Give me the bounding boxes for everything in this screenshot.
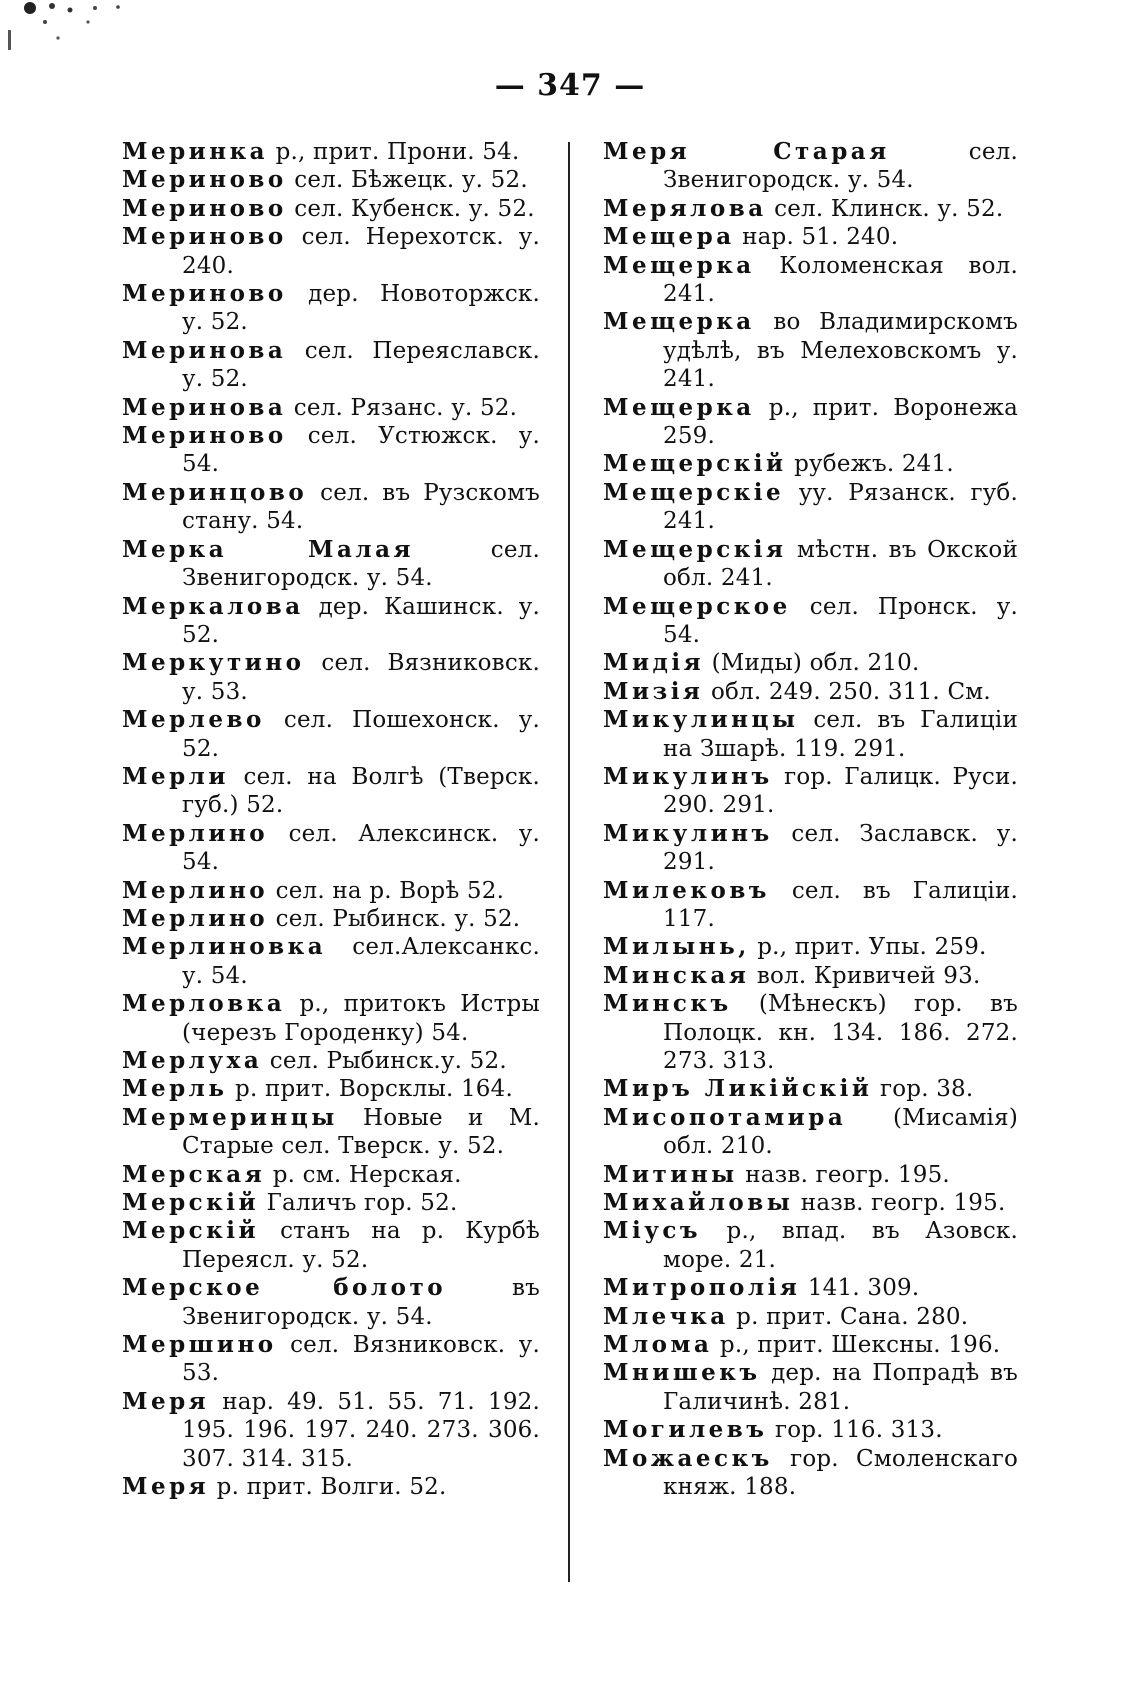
entry-text: р., прит. Упы. 259.: [749, 934, 987, 961]
index-entry: [122, 1274, 540, 1331]
index-entry: [603, 450, 1018, 478]
entry-text: сел. Алексинск. у. 54.: [182, 820, 540, 876]
index-entry: [122, 905, 540, 933]
entry-text: р. см. Нерская.: [265, 1161, 462, 1188]
index-entry: [122, 649, 540, 706]
entry-headword: Мещерка: [603, 308, 755, 336]
entry-text: сел. Заславск. у. 291.: [663, 820, 1018, 876]
index-entry: [603, 820, 1018, 877]
index-entry: [603, 1104, 1018, 1161]
index-entry: [122, 1161, 540, 1189]
entry-headword: Мерлино: [122, 876, 269, 904]
entry-headword: Мершино: [122, 1331, 277, 1359]
index-entry: [122, 763, 540, 820]
entry-headword: Мерлино: [122, 819, 269, 847]
index-entry: [603, 479, 1018, 536]
entry-text: назв. геогр. 195.: [793, 1190, 1006, 1217]
index-entry: [603, 1359, 1018, 1416]
index-entry: [603, 649, 1018, 677]
entry-text: мѣстн. въ Окской обл. 241.: [663, 536, 1018, 592]
entry-text: нар. 49. 51. 55. 71. 192. 195. 196. 197. 240. 273. 306. 307. 314. 315.: [182, 1388, 540, 1472]
index-entry: [122, 1331, 540, 1388]
entry-headword: Мисопотамира: [603, 1103, 847, 1131]
index-entry: [603, 933, 1018, 961]
index-entry: [122, 706, 540, 763]
entry-headword: Мерка Малая: [122, 535, 414, 563]
index-entry: [603, 195, 1018, 223]
entry-text: р., прит. Прони. 54.: [268, 139, 520, 165]
entry-headword: Могилевъ: [603, 1416, 768, 1444]
entry-text: обл. 249. 250. 311. См.: [703, 678, 991, 705]
index-entry: [122, 394, 540, 422]
entry-text: р. прит. Сана. 280.: [728, 1303, 969, 1330]
column-divider: [568, 142, 570, 1582]
entry-headword: Мещера: [603, 223, 735, 251]
entry-headword: Милынь,: [603, 933, 750, 961]
index-entry: [122, 195, 540, 223]
entry-text: назв. геогр. 195.: [737, 1161, 950, 1188]
entry-text: во Владимирскомъ удѣлѣ, въ Мелеховскомъ у. 241.: [663, 309, 1018, 393]
entry-text: р., впад. въ Азовск. море. 21.: [663, 1218, 1018, 1273]
index-entry: [122, 820, 540, 877]
entry-text: Коломенская вол. 241.: [663, 252, 1018, 308]
entry-text: Новые и М. Старые сел. Тверск. у. 52.: [182, 1104, 540, 1160]
entry-headword: Мещерскія: [603, 535, 787, 563]
entry-text: гор. Галицк. Руси. 290. 291.: [663, 763, 1018, 819]
entry-headword: Мерли: [122, 762, 229, 790]
index-entry: [122, 990, 540, 1047]
entry-text: сел. Клинск. у. 52.: [766, 195, 1004, 222]
entry-text: сел. Рязанс. у. 52.: [286, 394, 518, 421]
entry-headword: Мещерка: [603, 251, 755, 279]
entry-text: (Мисамія) обл. 210.: [663, 1104, 1018, 1160]
entry-headword: Мериново: [122, 280, 287, 308]
entry-headword: Микулинъ: [603, 762, 773, 790]
entry-text: гор. 38.: [872, 1076, 974, 1103]
index-entry: [603, 1189, 1018, 1217]
entry-headword: Меря: [122, 1473, 210, 1501]
entry-headword: Митрополія: [603, 1274, 801, 1302]
entry-headword: Мизія: [603, 677, 704, 705]
index-entry: [603, 1161, 1018, 1189]
entry-text: сел. Пронск. у. 54.: [663, 593, 1018, 648]
entry-headword: Можаескъ: [603, 1444, 773, 1472]
entry-headword: Мерская: [122, 1160, 266, 1188]
index-entry: [603, 1416, 1018, 1444]
index-entry: [122, 280, 540, 337]
index-entry: [603, 308, 1018, 393]
index-entry: [603, 990, 1018, 1075]
entry-headword: Мерлино: [122, 904, 269, 932]
entry-headword: Меринова: [122, 336, 287, 364]
index-entry: [122, 1388, 540, 1473]
entry-text: сел. Кубенск. у. 52.: [286, 195, 535, 222]
entry-text: въ Звенигородск. у. 54.: [182, 1275, 541, 1330]
entry-headword: Мериново: [122, 166, 287, 194]
index-entry: [122, 1047, 540, 1075]
index-entry: [122, 1189, 540, 1217]
entry-headword: Мериново: [122, 422, 287, 450]
entry-headword: Микулинъ: [603, 819, 773, 847]
index-entry: [603, 223, 1018, 251]
entry-text: сел. Рыбинск. у. 52.: [268, 905, 521, 932]
index-entry: [122, 1075, 540, 1103]
entry-headword: Млечка: [603, 1302, 729, 1330]
index-entry: [603, 706, 1018, 763]
index-entry: [122, 536, 540, 593]
entry-text: сел. Звенигородск. у. 54.: [182, 536, 540, 592]
entry-text: сел.Алексанкс. у. 54.: [182, 934, 540, 989]
entry-headword: Мериново: [122, 194, 287, 222]
index-entry: [122, 1473, 540, 1501]
entry-headword: Микулинцы: [603, 706, 799, 734]
entry-headword: Меринова: [122, 393, 287, 421]
entry-text: сел. въ Галиціи на Зшарѣ. 119. 291.: [663, 707, 1018, 762]
entry-text: дер. Новоторжск. у. 52.: [182, 281, 540, 336]
entry-text: р., притокъ Истры (черезъ Городенку) 54.: [182, 991, 540, 1046]
entry-text: р., прит. Воронежа 259.: [663, 394, 1018, 450]
entry-text: нар. 51. 240.: [734, 224, 899, 251]
index-entry: [122, 166, 540, 194]
entry-headword: Меринка: [122, 138, 269, 165]
entry-headword: Миръ Ликійскій: [603, 1075, 873, 1103]
entry-headword: Мещерское: [603, 592, 791, 620]
entry-text: уу. Рязанск. губ. 241.: [663, 479, 1018, 535]
entry-text: сел. на р. Ворѣ 52.: [268, 877, 505, 904]
entry-headword: Минская: [603, 961, 750, 989]
index-entry: [122, 1104, 540, 1161]
entry-text: сел. Рыбинск.у. 52.: [262, 1048, 507, 1074]
index-entry: [603, 536, 1018, 593]
entry-text: сел. Переяславск. у. 52.: [182, 337, 540, 393]
entry-text: сел. Вязниковск. у. 53.: [182, 650, 540, 705]
entry-headword: Мерялова: [603, 194, 767, 222]
entry-headword: Меркалова: [122, 592, 304, 620]
entry-text: сел. въ Рузскомъ стану. 54.: [182, 479, 540, 535]
index-entry: [122, 138, 540, 166]
index-entry: [603, 877, 1018, 934]
entry-text: сел. Устюжск. у. 54.: [182, 423, 540, 478]
index-entry: [122, 337, 540, 394]
entry-text: (Миды) обл. 210.: [704, 650, 920, 677]
index-entry: [603, 1331, 1018, 1359]
entry-text: р. прит. Волги. 52.: [209, 1474, 447, 1501]
entry-text: гор. 116. 313.: [767, 1417, 943, 1444]
index-entry: [603, 1075, 1018, 1103]
entry-text: рубежъ. 241.: [786, 451, 954, 478]
index-entry: [603, 763, 1018, 820]
entry-text: станъ на р. Курбѣ Переясл. у. 52.: [182, 1218, 540, 1273]
entry-headword: Милековъ: [603, 876, 770, 904]
entry-headword: Мерлиновка: [122, 933, 327, 961]
entry-text: р., прит. Шексны. 196.: [712, 1332, 1001, 1359]
entry-text: вол. Кривичей 93.: [749, 962, 981, 989]
right-column: [603, 138, 1018, 1502]
entry-text: сел. Пошехонск. у. 52.: [182, 707, 540, 762]
entry-text: сел. въ Галиціи. 117.: [663, 877, 1018, 932]
index-entry: [603, 1303, 1018, 1331]
index-entry: [122, 593, 540, 650]
entry-text: 141. 309.: [800, 1275, 920, 1302]
entry-headword: Мерлево: [122, 706, 265, 734]
entry-text: сел. Нерехотск. у. 240.: [182, 224, 540, 279]
entry-headword: Меря Старая: [603, 138, 890, 165]
page-number: — 347 —: [494, 68, 646, 103]
left-column: [122, 138, 540, 1502]
index-entry: [603, 593, 1018, 650]
entry-headword: Мермеринцы: [122, 1103, 338, 1131]
entry-headword: Михайловы: [603, 1189, 794, 1217]
entry-headword: Меринцово: [122, 478, 308, 506]
index-entry: [122, 422, 540, 479]
entry-headword: Мещерскіе: [603, 478, 785, 506]
entry-text: сел. Бѣжецк. у. 52.: [286, 167, 528, 194]
index-entry: [122, 479, 540, 536]
index-entry: [603, 678, 1018, 706]
entry-headword: Митины: [603, 1160, 738, 1188]
index-entry: [603, 962, 1018, 990]
index-entry: [122, 877, 540, 905]
entry-headword: Мидія: [603, 649, 705, 677]
entry-headword: Мещерка: [603, 393, 755, 421]
entry-text: дер. на Попрадѣ въ Галичинѣ. 281.: [663, 1360, 1018, 1415]
entry-text: сел. на Волгѣ (Тверск. губ.) 52.: [182, 763, 540, 819]
entry-headword: Мерскій: [122, 1189, 260, 1217]
ink-speck-mark: [0, 0, 140, 60]
index-entry: [603, 1445, 1018, 1502]
entry-headword: Меря: [122, 1387, 210, 1415]
entry-headword: Мнишекъ: [603, 1359, 761, 1387]
index-entry: [603, 252, 1018, 309]
entry-headword: Міусъ: [603, 1217, 702, 1245]
entry-headword: Мерль: [122, 1075, 228, 1103]
entry-headword: Меркутино: [122, 649, 305, 677]
index-entry: [603, 1274, 1018, 1302]
entry-headword: Мериново: [122, 223, 287, 251]
index-entry: [122, 1217, 540, 1274]
entry-headword: Мерловка: [122, 990, 286, 1018]
entry-text: р. прит. Ворсклы. 164.: [227, 1076, 513, 1103]
entry-text: (Мѣнескъ) гор. въ Полоцк. кн. 134. 186. 272. 273. 313.: [663, 991, 1018, 1074]
index-entry: [603, 394, 1018, 451]
entry-headword: Млома: [603, 1331, 713, 1359]
entry-headword: Минскъ: [603, 990, 732, 1018]
entry-headword: Мещерскій: [603, 450, 787, 478]
entry-text: сел. Звенигородск. у. 54.: [663, 139, 1018, 194]
index-entry: [603, 138, 1018, 195]
entry-headword: Мерлуха: [122, 1047, 263, 1074]
index-entry: [603, 1217, 1018, 1274]
index-entry: [122, 933, 540, 990]
entry-headword: Мерское болото: [122, 1274, 447, 1302]
index-entry: [122, 223, 540, 280]
entry-text: гор. Смоленскаго княж. 188.: [663, 1445, 1018, 1501]
entry-text: сел. Вязниковск. у. 53.: [182, 1332, 540, 1387]
entry-headword: Мерскій: [122, 1217, 260, 1245]
entry-text: дер. Кашинск. у. 52.: [182, 593, 540, 648]
entry-text: Галичъ гор. 52.: [259, 1190, 458, 1217]
